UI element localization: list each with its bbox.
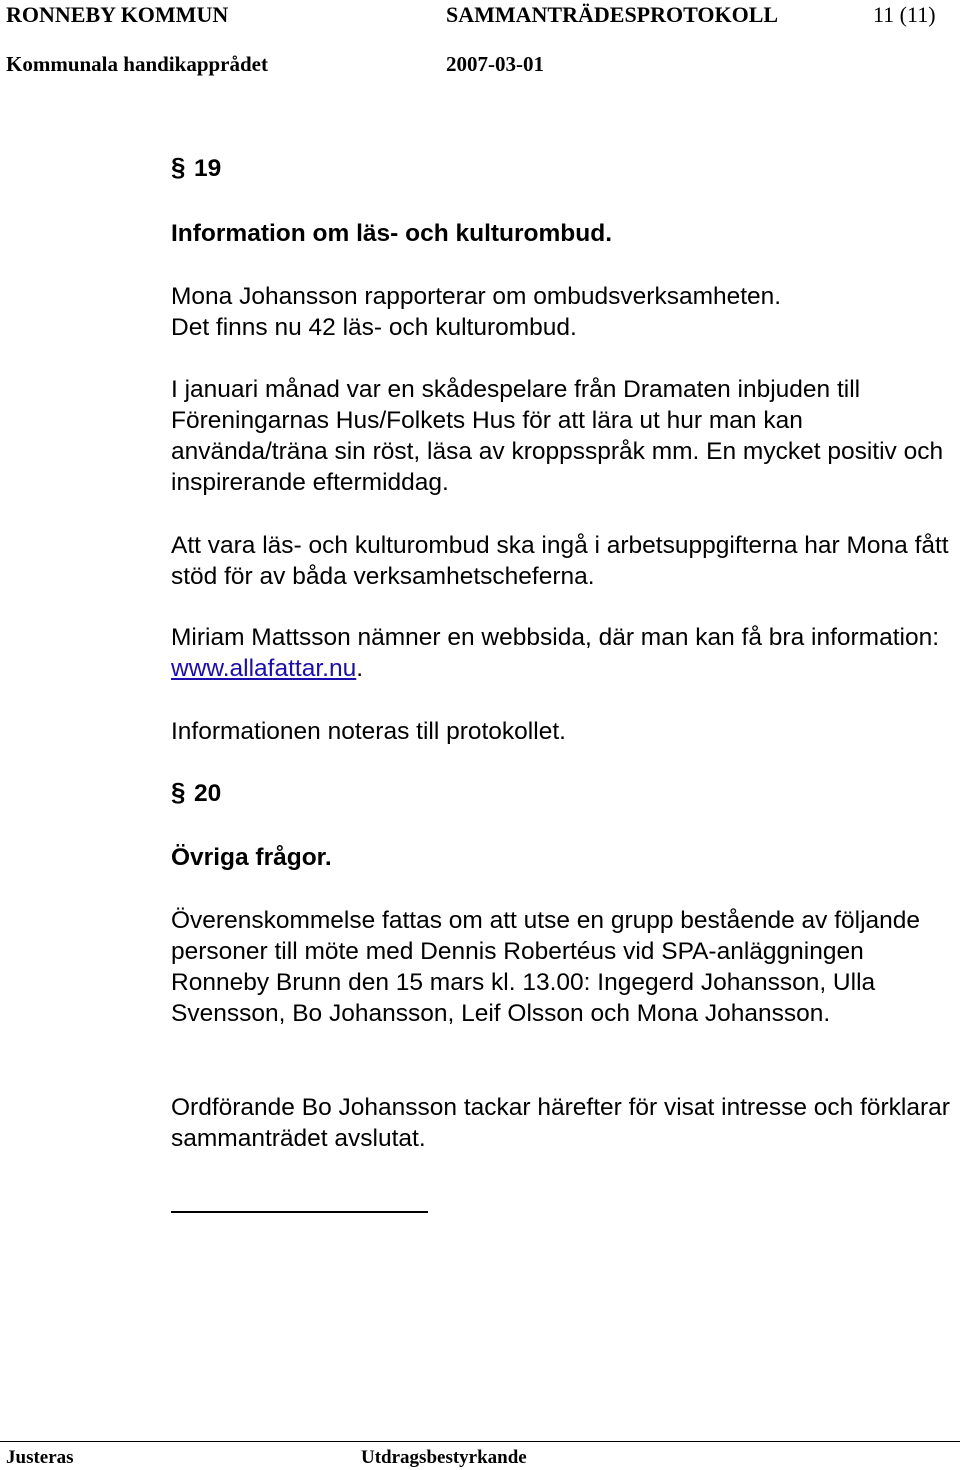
section-19-paragraph-1 xyxy=(171,281,951,343)
footer-divider xyxy=(0,1441,960,1442)
organization-name: RONNEBY KOMMUN xyxy=(6,2,229,27)
paragraph-line: Det finns nu 42 läs- och kulturombud. xyxy=(171,314,577,341)
paragraph-text: Att vara läs- och kulturombud ska ingå i arbetsuppgifterna har Mona fått stöd för av båda verksamhetscheferna. xyxy=(171,532,949,590)
department-name: Kommunala handikapprådet xyxy=(6,52,268,76)
allafattar-link[interactable]: www.allafattar.nu xyxy=(171,655,357,682)
signature-line xyxy=(171,1211,428,1213)
section-number: 20 xyxy=(194,780,222,807)
section-19-paragraph-5 xyxy=(171,716,951,747)
section-19-number xyxy=(171,153,951,184)
page-number: 11 (11) xyxy=(873,2,936,27)
section-19-paragraph-2 xyxy=(171,374,951,498)
paragraph-text: Informationen noteras till protokollet. xyxy=(171,718,566,745)
footer-utdragsbestyrkande: Utdragsbestyrkande xyxy=(361,1447,527,1468)
section-19-paragraph-4 xyxy=(171,622,951,684)
paragraph-text: I januari månad var en skådespelare från Dramaten inbjuden till Föreningarnas Hus/Folkets Hus för att lära ut hur man kan använda/träna sin röst, läsa av kroppsspråk mm. En mycket positiv och inspirerande eftermiddag. xyxy=(171,376,944,496)
section-20-paragraph-1 xyxy=(171,905,946,1029)
footer-justeras: Justeras xyxy=(6,1447,74,1468)
paragraph-text: . xyxy=(356,655,364,682)
paragraph-text: Miriam Mattsson nämner en webbsida, där man kan få bra information: xyxy=(171,624,940,651)
section-number: 19 xyxy=(194,155,222,182)
paragraph-text: Ordförande Bo Johansson tackar härefter för visat intresse och förklarar sammanträdet avslutat. xyxy=(171,1094,950,1152)
section-20-title: Övriga frågor. xyxy=(171,844,332,871)
section-19-paragraph-3 xyxy=(171,530,951,592)
section-19-title: Information om läs- och kulturombud. xyxy=(171,220,612,247)
paragraph-line: Mona Johansson rapporterar om ombudsverksamheten. xyxy=(171,283,782,310)
section-20-number xyxy=(171,778,951,809)
document-type: SAMMANTRÄDESPROTOKOLL xyxy=(446,2,779,27)
meeting-date: 2007-03-01 xyxy=(446,52,544,76)
section-sign-icon xyxy=(171,153,191,182)
section-sign-icon xyxy=(171,778,191,807)
paragraph-text: Överenskommelse fattas om att utse en grupp bestående av följande personer till möte med Dennis Robertéus vid SPA-anläggningen Ronneby Brunn den 15 mars kl. 13.00: Ingegerd Johansson, Ulla Svensson, Bo Johansson, Leif Olsson och Mona Johansson. xyxy=(171,907,921,1027)
section-20-paragraph-2 xyxy=(171,1092,951,1154)
svg-text:§: § xyxy=(171,153,186,182)
svg-text:§: § xyxy=(171,778,186,807)
